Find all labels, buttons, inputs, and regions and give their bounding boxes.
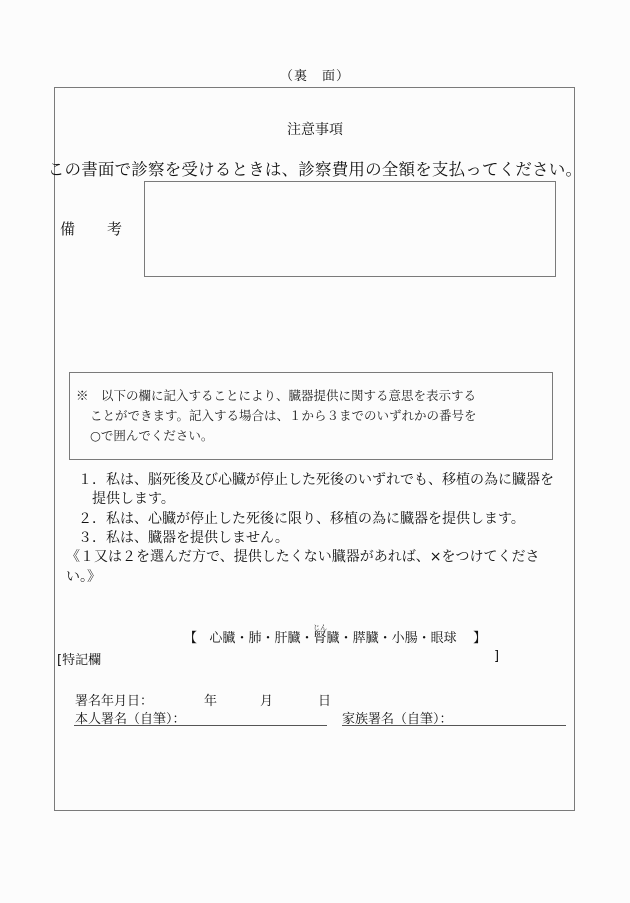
special-notes-close: ] [494,649,500,664]
organ-close-bracket: 】 [473,631,487,646]
donation-option-3[interactable]: ３．私は、臓器を提供しません。 [78,530,289,546]
remarks-label [60,218,122,239]
year-label: 年 [204,694,218,709]
exclusion-instruction-cont: い。》 [66,569,101,585]
organ-lung[interactable]: 肺 [248,631,262,646]
page-side-label: （裏 面） [279,69,350,84]
organ-open-bracket: 【 [184,631,198,646]
exclusion-instruction: 《１又は２を選んだ方で、提供したくない臓器があれば、×をつけてくださ [66,549,540,565]
donation-option-1[interactable]: １．私は、脳死後及び心臓が停止した死後のいずれでも、移植の為に臓器を [78,472,554,488]
organ-liver[interactable]: 肝臓 [274,631,301,646]
special-notes-label: [特記欄 [57,653,102,668]
remarks-label-char-1: 備 [60,220,76,238]
month-label: 月 [260,694,274,709]
notice-line-2: ことができます。記入する場合は、１から３までのいずれかの番号を [90,408,477,423]
organ-list: 【 心臓・肺・肝臓・腎じん臓・膵臓・小腸・眼球 】 [184,624,487,646]
family-signature-label: 家族署名（自筆）： [342,712,453,727]
remarks-label-char-2: 考 [107,220,123,238]
organ-heart[interactable]: 心臓 [209,631,236,646]
donation-option-2[interactable]: ２．私は、心臓が停止した死後に限り、移植の為に臓器を提供します。 [78,511,525,527]
organ-eyeball[interactable]: 眼球 [430,631,457,646]
notes-title: 注意事項 [287,122,343,138]
organ-small-intestine[interactable]: 小腸 [391,631,418,646]
organ-donation-notice [69,372,553,460]
self-signature-field[interactable] [74,725,327,726]
self-signature-label: 本人署名（自筆）： [75,712,186,727]
organ-pancreas[interactable]: 膵臓 [352,631,379,646]
kidney-ruby: じん [313,624,328,632]
notice-line-3: ○で囲んでください。 [90,428,214,443]
organ-kidney[interactable]: 腎じん臓 [313,624,340,646]
family-signature-field[interactable] [342,725,566,726]
day-label: 日 [318,694,332,709]
notes-lead-text: この書面で診察を受けるときは、診察費用の全額を支払ってください。 [47,160,583,179]
remarks-field[interactable] [144,181,556,277]
signature-date-label: 署名年月日： [75,694,154,709]
donation-option-1-cont: 提供します。 [92,491,175,507]
special-notes-field[interactable] [120,647,490,665]
notice-line-1: ※ 以下の欄に記入することにより、臓器提供に関する意思を表示する [76,388,477,403]
